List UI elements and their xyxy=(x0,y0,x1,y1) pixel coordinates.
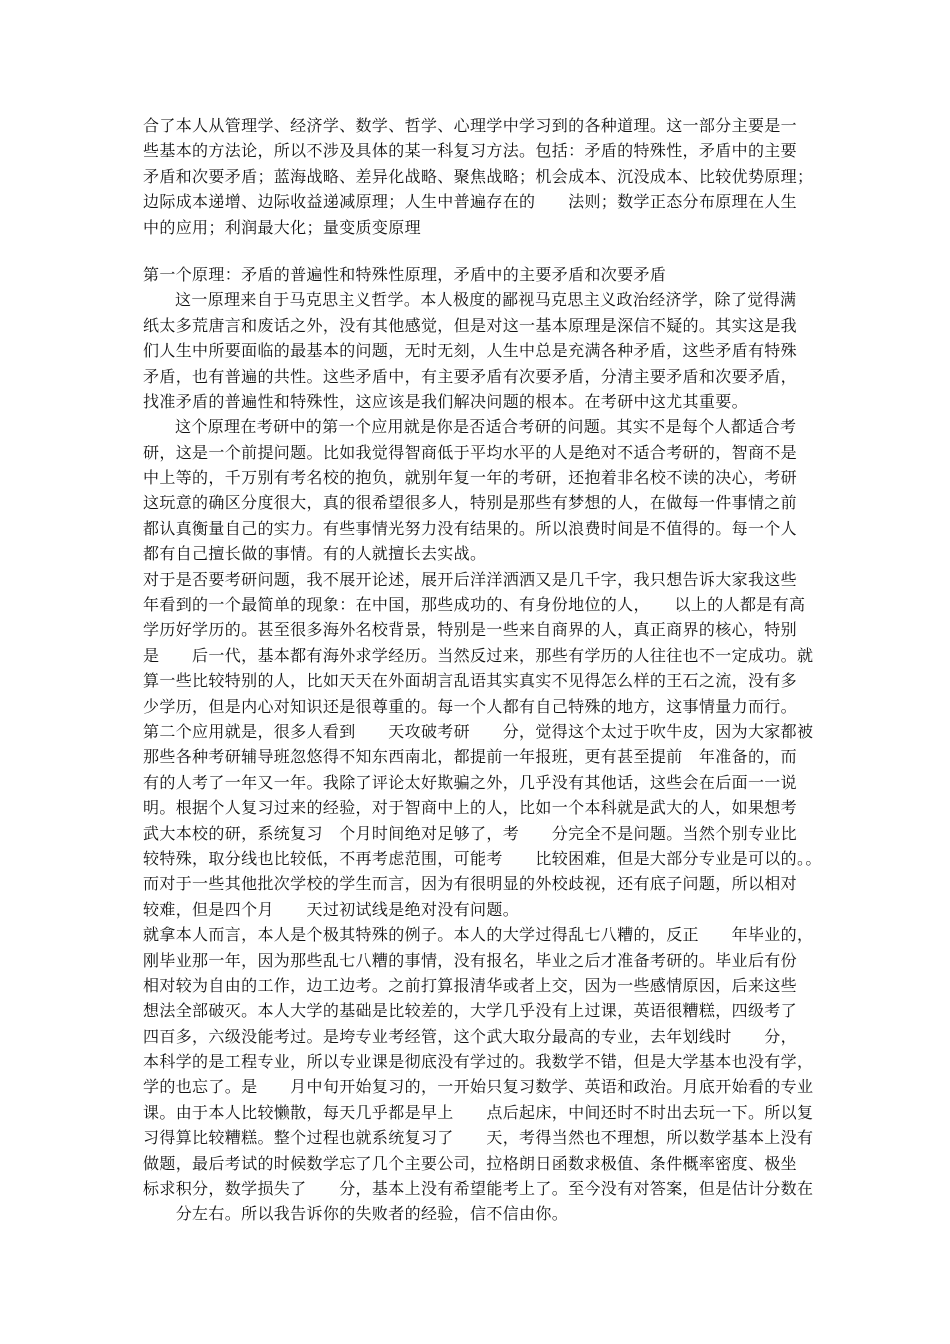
paragraph-1 xyxy=(143,287,815,414)
text-line: 们人生中所要面临的最基本的问题，无时无刻，人生中总是充满各种矛盾，这些矛盾有特殊 xyxy=(143,341,798,361)
text-line: 课。由于本人比较懒散，每天几乎都是早上 点后起床，中间还时不时出去玩一下。所以复 xyxy=(143,1102,814,1122)
text-line: 找准矛盾的普遍性和特殊性，这应该是我们解决问题的根本。在考研中这尤其重要。 xyxy=(143,391,748,411)
text-line: 明。根据个人复习过来的经验，对于智商中上的人，比如一个本科就是武大的人，如果想考 xyxy=(143,798,798,818)
paragraph-4 xyxy=(143,719,822,922)
text-line: 刚毕业那一年，因为那些乱七八糟的事情，没有报名，毕业之后才准备考研的。毕业后有份 xyxy=(143,950,798,970)
text-line: 年看到的一个最简单的现象：在中国，那些成功的、有身份地位的人， 以上的人都是有高 xyxy=(143,595,806,615)
text-line: 矛盾，也有普遍的共性。这些矛盾中，有主要矛盾有次要矛盾，分清主要矛盾和次要矛盾， xyxy=(143,366,798,386)
text-line: 标求积分，数学损失了 分，基本上没有希望能考上了。至今没有对答案，但是估计分数在 xyxy=(143,1179,814,1199)
text-line: 中上等的，千万别有考名校的抱负，就别年复一年的考研，还抱着非名校不读的决心，考研 xyxy=(143,468,798,488)
paragraph-3 xyxy=(143,567,815,719)
text-line: 这玩意的确区分度很大，真的很希望很多人，特别是那些有梦想的人，在做每一件事情之前 xyxy=(143,493,798,513)
text-line: 矛盾和次要矛盾；蓝海战略、差异化战略、聚焦战略；机会成本、沉没成本、比较优势原理； xyxy=(143,166,814,186)
section-heading: 第一个原理：矛盾的普遍性和特殊性原理，矛盾中的主要矛盾和次要矛盾 xyxy=(143,264,667,284)
text-line: 相对较为自由的工作，边工边考。之前打算报清华或者上交，因为一些感情原因，后来这些 xyxy=(143,975,798,995)
text-line: 习得算比较糟糕。整个过程也就系统复习了 天，考得当然也不理想，所以数学基本上没有 xyxy=(143,1128,814,1148)
text-line: 武大本校的研，系统复习 个月时间绝对足够了，考 分完全不是问题。当然个别专业比 xyxy=(143,823,798,843)
text-line: 分左右。所以我告诉你的失败者的经验，信不信由你。 xyxy=(143,1204,569,1224)
text-line: 四百多，六级没能考过。是垮专业考经管，这个武大取分最高的专业，去年划线时 分， xyxy=(143,1026,798,1046)
text-line: 研，这是一个前提问题。比如我觉得智商低于平均水平的人是绝对不适合考研的，智商不是 xyxy=(143,442,798,462)
text-line: 本科学的是工程专业，所以专业课是彻底没有学过的。我数学不错，但是大学基本也没有学， xyxy=(143,1052,814,1072)
text-line: 较特殊，取分线也比较低，不再考虑范围，可能考 比较困难，但是大部分专业是可以的。。 xyxy=(143,848,822,868)
text-line: 对于是否要考研问题，我不展开论述，展开后洋洋洒洒又是几千字，我只想告诉大家我这些 xyxy=(143,569,798,589)
text-line: 而对于一些其他批次学校的学生而言，因为有很明显的外校歧视，还有底子问题，所以相对 xyxy=(143,874,798,894)
text-line: 学历好学历的。甚至很多海外名校背景，特别是一些来自商界的人，真正商界的核心，特别 xyxy=(143,620,798,640)
paragraph-5 xyxy=(143,922,815,1227)
text-line: 这个原理在考研中的第一个应用就是你是否适合考研的问题。其实不是每个人都适合考 xyxy=(175,417,797,437)
text-line: 那些各种考研辅导班忽悠得不知东西南北，都提前一年报班，更有甚至提前 年准备的，而 xyxy=(143,747,798,767)
text-line: 这一原理来自于马克思主义哲学。本人极度的鄙视马克思主义政治经济学，除了觉得满 xyxy=(175,290,797,310)
text-line: 纸太多荒唐言和废话之外，没有其他感觉，但是对这一基本原理是深信不疑的。其实这是我 xyxy=(143,315,798,335)
paragraph-2 xyxy=(143,414,815,566)
text-line: 边际成本递增、边际收益递减原理；人生中普遍存在的 法则；数学正态分布原理在人生 xyxy=(143,192,798,212)
document-page xyxy=(143,113,822,1227)
text-line: 些基本的方法论，所以不涉及具体的某一科复习方法。包括：矛盾的特殊性，矛盾中的主要 xyxy=(143,141,798,161)
text-line: 就拿本人而言，本人是个极其特殊的例子。本人的大学过得乱七八糟的，反正 年毕业的， xyxy=(143,925,814,945)
intro-paragraph xyxy=(143,113,815,240)
text-line: 都有自己擅长做的事情。有的人就擅长去实战。 xyxy=(143,544,487,564)
text-line: 第二个应用就是，很多人看到 天攻破考研 分，觉得这个太过于吹牛皮，因为大家都被 xyxy=(143,721,814,741)
text-line: 少学历，但是内心对知识还是很尊重的。每一个人都有自己特殊的地方，这事情量力而行。 xyxy=(143,696,798,716)
text-line: 都认真衡量自己的实力。有些事情光努力没有结果的。所以浪费时间是不值得的。每一个人 xyxy=(143,518,798,538)
section-gap xyxy=(143,240,815,262)
text-line: 是 后一代，基本都有海外求学经历。当然反过来，那些有学历的人往往也不一定成功。就 xyxy=(143,645,814,665)
text-line: 算一些比较特别的人，比如天天在外面胡言乱语其实真实不见得怎么样的王石之流，没有多 xyxy=(143,671,798,691)
text-line: 中的应用；利润最大化；量变质变原理 xyxy=(143,217,421,237)
text-line: 做题，最后考试的时候数学忘了几个主要公司，拉格朗日函数求极值、条件概率密度、极坐 xyxy=(143,1153,798,1173)
text-line: 合了本人从管理学、经济学、数学、哲学、心理学中学习到的各种道理。这一部分主要是一 xyxy=(143,116,798,135)
text-line: 有的人考了一年又一年。我除了评论太好欺骗之外，几乎没有其他话，这些会在后面一一说 xyxy=(143,772,798,792)
text-line: 想法全部破灭。本人大学的基础是比较差的，大学几乎没有上过课，英语很糟糕，四级考了 xyxy=(143,1001,798,1021)
text-line: 学的也忘了。是 月中旬开始复习的，一开始只复习数学、英语和政治。月底开始看的专业 xyxy=(143,1077,814,1097)
text-line: 较难，但是四个月 天过初试线是绝对没有问题。 xyxy=(143,899,520,919)
